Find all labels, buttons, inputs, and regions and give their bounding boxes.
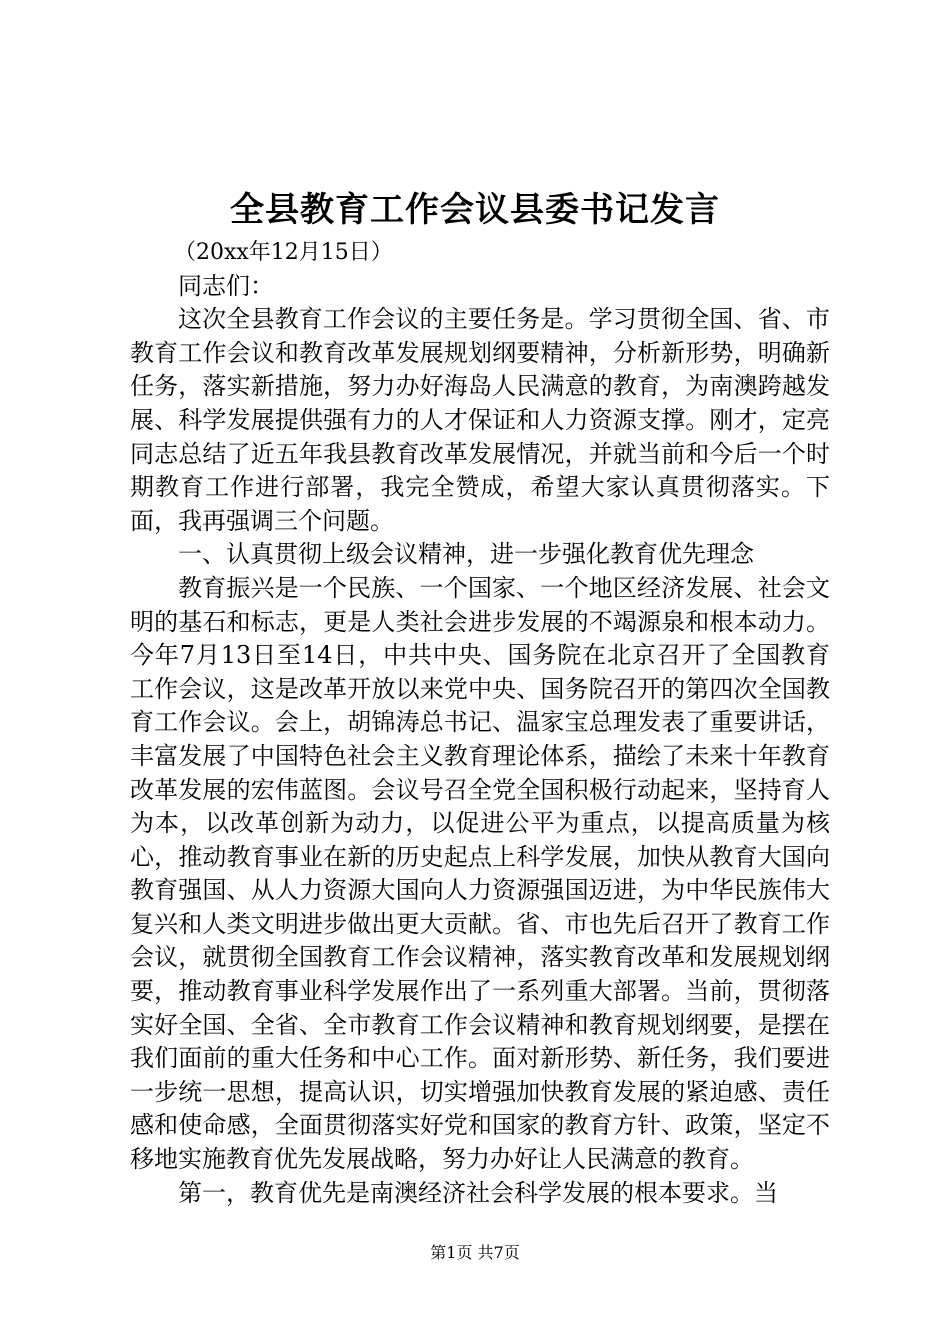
- document-body: [130, 236, 830, 1210]
- document-title: 全县教育工作会议县委书记发言: [230, 190, 720, 230]
- paragraph-point-one: 第一，教育优先是南澳经济社会科学发展的根本要求。当: [178, 1178, 778, 1207]
- speech-date: （20xx年12月15日）: [174, 240, 393, 265]
- greeting: 同志们：: [178, 271, 274, 300]
- page-number-footer: 第1页 共7页: [430, 1243, 520, 1262]
- section-heading: 一、认真贯彻上级会议精神，进一步强化教育优先理念: [178, 540, 754, 569]
- paragraph-body: 教育振兴是一个民族、一个国家、一个地区经济发展、社会文明的基石和标志，更是人类社会进步发展的不竭源泉和根本动力。今年7月13日至14日，中共中央、国务院在北京召开了全国教育工作会议，这是改革开放以来党中央、国务院召开的第四次全国教育工作会议。会上，胡锦涛总书记、温家宝总理发表了重要讲话，丰富发展了中国特色社会主义教育理论体系，描绘了未来十年教育改革发展的宏伟蓝图。会议号召全党全国积极行动起来，坚持育人为本，以改革创新为动力，以促进公平为重点，以提高质量为核心，推动教育事业在新的历史起点上科学发展，加快从教育大国向教育强国、从人力资源大国向人力资源强国迈进，为中华民族伟大复兴和人类文明进步做出更大贡献。省、市也先后召开了教育工作会议，就贯彻全国教育工作会议精神，落实教育改革和发展规划纲要，推动教育事业科学发展作出了一系列重大部署。当前，贯彻落实好全国、全省、全市教育工作会议精神和教育规划纲要，是摆在我们面前的重大任务和中心工作。面对新形势、新任务，我们要进一步统一思想，提高认识，切实增强加快教育发展的紧迫感、责任感和使命感，全面贯彻落实好党和国家的教育方针、政策，坚定不移地实施教育优先发展战略，努力办好让人民满意的教育。: [130, 573, 830, 1174]
- paragraph-intro: 这次全县教育工作会议的主要任务是。学习贯彻全国、省、市教育工作会议和教育改革发展规划纲要精神，分析新形势，明确新任务，落实新措施，努力办好海岛人民满意的教育，为南澳跨越发展、科学发展提供强有力的人才保证和人力资源支撑。刚才，定亮同志总结了近五年我县教育改革发展情况，并就当前和今后一个时期教育工作进行部署，我完全赞成，希望大家认真贯彻落实。下面，我再强调三个问题。: [130, 305, 830, 535]
